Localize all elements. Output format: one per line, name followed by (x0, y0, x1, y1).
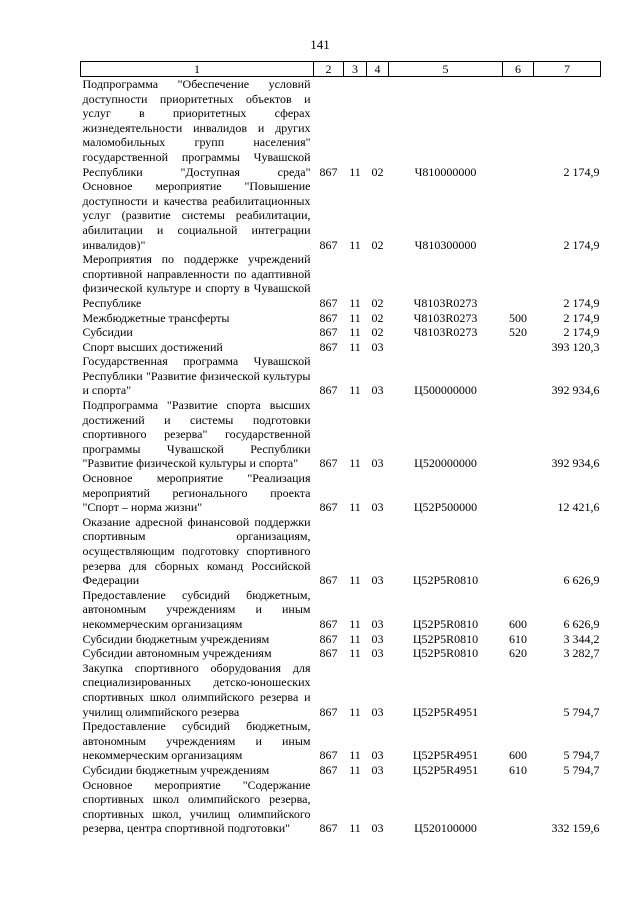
table-row (81, 398, 601, 471)
table-row (81, 632, 601, 647)
row-amount: 2 174,9 (563, 237, 600, 252)
row-ved-code: 867 (319, 456, 338, 471)
row-target-code: Ц52P5R4951 (412, 748, 479, 763)
row-ved-code: 867 (319, 237, 338, 252)
row-target-code: Ц52P500000 (413, 500, 478, 515)
row-expense-type (503, 471, 534, 515)
row-ved-code: 867 (319, 821, 338, 836)
row-section-code: 11 (349, 310, 361, 325)
row-section-code: 11 (349, 704, 361, 719)
row-expense-type: 520 (509, 325, 527, 340)
row-name-cell: Подпрограмма "Развитие спорта высших достижений и системы подготовки спортивного резерва" государственной программы Чувашской Республики "Развитие физической культуры и спорта" (82, 398, 311, 471)
row-name-cell: Предоставление субсидий бюджетным, автономным учреждениям и иным некоммерческим организациям (82, 719, 311, 763)
table-row (81, 325, 601, 340)
row-target-code (389, 340, 503, 355)
row-expense-type: 620 (509, 646, 527, 661)
table-row (81, 719, 601, 763)
row-expense-type (503, 354, 534, 398)
row-target-code: Ц52P5R0810 (412, 573, 479, 588)
row-amount: 392 934,6 (551, 383, 600, 398)
row-target-code: Ц500000000 (414, 383, 477, 398)
row-name-cell: Основное мероприятие "Реализация мероприятий регионального проекта "Спорт – норма жизни" (82, 471, 311, 515)
table-row (81, 252, 601, 310)
table-row (81, 661, 601, 719)
row-name-cell: Закупка спортивного оборудования для специализированных детско-юношеских спортивных школ олимпийского резерва и училищ олимпийского резерва (82, 660, 311, 719)
row-subsection-code: 03 (371, 573, 384, 588)
row-name-cell: Межбюджетные трансферты (82, 310, 230, 325)
table-row (81, 77, 601, 180)
row-ved-code: 867 (319, 383, 338, 398)
row-section-code: 11 (349, 383, 361, 398)
column-header: 5 (389, 62, 503, 77)
row-subsection-code: 03 (371, 339, 384, 354)
row-target-code: Ч8103R0273 (413, 295, 478, 310)
row-target-code: Ц52P5R0810 (412, 631, 479, 646)
row-section-code: 11 (349, 456, 361, 471)
row-amount: 3 344,2 (563, 631, 600, 646)
row-subsection-code: 02 (371, 237, 384, 252)
row-amount: 5 794,7 (563, 748, 600, 763)
row-name-cell: Государственная программа Чувашской Республики "Развитие физической культуры и спорта" (82, 354, 311, 398)
table-row (81, 763, 601, 778)
row-subsection-code: 03 (371, 456, 384, 471)
row-ved-code: 867 (319, 164, 338, 179)
row-ved-code: 867 (319, 748, 338, 763)
row-ved-code: 867 (319, 616, 338, 631)
row-expense-type (503, 179, 534, 252)
row-expense-type (503, 778, 534, 836)
row-name-cell: Субсидии бюджетным учреждениям (82, 762, 270, 777)
row-target-code: Ч8103R0273 (413, 325, 478, 340)
row-amount: 5 794,7 (563, 762, 600, 777)
row-name-cell: Предоставление субсидий бюджетным, автономным учреждениям и иным некоммерческим организациям (82, 587, 311, 631)
row-subsection-code: 02 (371, 295, 384, 310)
row-expense-type: 600 (509, 748, 527, 763)
row-section-code: 11 (349, 748, 361, 763)
row-subsection-code: 03 (371, 748, 384, 763)
column-header: 3 (344, 62, 367, 77)
table-row (81, 354, 601, 398)
row-subsection-code: 03 (371, 383, 384, 398)
row-amount: 2 174,9 (563, 295, 600, 310)
row-ved-code: 867 (319, 762, 338, 777)
row-section-code: 11 (349, 339, 361, 354)
table-row (81, 179, 601, 252)
row-name-cell: Субсидии автономным учреждениям (82, 646, 272, 661)
table-row (81, 646, 601, 661)
table-row (81, 778, 601, 836)
row-section-code: 11 (349, 762, 361, 777)
row-subsection-code: 03 (371, 704, 384, 719)
table-row (81, 588, 601, 632)
row-name-cell: Спорт высших достижений (82, 339, 223, 354)
row-amount: 6 626,9 (563, 616, 600, 631)
row-target-code: Ч810000000 (414, 164, 477, 179)
row-target-code: Ц52P5R0810 (412, 616, 479, 631)
row-subsection-code: 02 (371, 325, 384, 340)
row-expense-type (503, 252, 534, 310)
row-name-cell: Основное мероприятие "Повышение доступности и качества реабилитационных услуг (развитие системы реабилитации, абилитации и социальной интеграции инвалидов)" (82, 179, 311, 252)
row-subsection-code: 03 (371, 616, 384, 631)
table-row (81, 471, 601, 515)
row-section-code: 11 (349, 295, 361, 310)
page-number: 141 (310, 37, 330, 52)
row-amount: 2 174,9 (563, 310, 600, 325)
row-amount: 392 934,6 (551, 456, 600, 471)
row-expense-type (503, 515, 534, 588)
row-ved-code: 867 (319, 573, 338, 588)
row-target-code: Ч8103R0273 (413, 310, 478, 325)
table-body (81, 77, 601, 836)
row-ved-code: 867 (319, 631, 338, 646)
row-target-code: Ц52P5R4951 (412, 762, 479, 777)
row-name-cell: Основное мероприятие "Содержание спортивных школ олимпийского резерва, спортивных школ, училищ олимпийского резерва, центра спортивной подготовки" (82, 777, 311, 836)
row-ved-code: 867 (319, 295, 338, 310)
row-amount: 5 794,7 (563, 704, 600, 719)
row-expense-type: 610 (509, 631, 527, 646)
row-expense-type (503, 398, 534, 471)
row-section-code: 11 (349, 500, 361, 515)
column-number-header (81, 62, 601, 77)
column-header: 6 (503, 62, 534, 77)
table-row (81, 515, 601, 588)
row-ved-code: 867 (319, 310, 338, 325)
column-header: 7 (534, 62, 601, 77)
column-header: 4 (367, 62, 389, 77)
row-name-cell: Мероприятия по поддержке учреждений спортивной направленности по адаптивной физической культуре и спорту в Чувашской Республике (82, 252, 311, 310)
row-expense-type (503, 340, 534, 355)
row-ved-code: 867 (319, 500, 338, 515)
row-subsection-code: 02 (371, 164, 384, 179)
row-name-cell: Оказание адресной финансовой поддержки спортивным организациям, осуществляющим подготовку спортивного резерва для сборных команд Российской Федерации (82, 514, 311, 588)
row-amount: 2 174,9 (563, 164, 600, 179)
row-subsection-code: 03 (371, 631, 384, 646)
row-expense-type: 500 (509, 310, 527, 325)
row-ved-code: 867 (319, 339, 338, 354)
row-name-cell: Субсидии (82, 325, 133, 340)
row-amount: 6 626,9 (563, 573, 600, 588)
row-target-code: Ц520000000 (414, 456, 477, 471)
row-target-code: Ц520100000 (414, 821, 477, 836)
row-amount: 2 174,9 (563, 325, 600, 340)
row-subsection-code: 03 (371, 500, 384, 515)
row-section-code: 11 (349, 616, 361, 631)
row-subsection-code: 03 (371, 646, 384, 661)
row-section-code: 11 (349, 164, 361, 179)
budget-table (80, 61, 601, 836)
row-section-code: 11 (349, 325, 361, 340)
row-section-code: 11 (349, 821, 361, 836)
row-ved-code: 867 (319, 646, 338, 661)
row-expense-type (503, 77, 534, 180)
table-row (81, 340, 601, 355)
row-ved-code: 867 (319, 325, 338, 340)
row-ved-code: 867 (319, 704, 338, 719)
row-name-cell: Субсидии бюджетным учреждениям (82, 631, 270, 646)
row-amount: 12 421,6 (557, 500, 600, 515)
row-amount: 393 120,3 (551, 339, 600, 354)
row-subsection-code: 03 (371, 821, 384, 836)
row-target-code: Ц52P5R0810 (412, 646, 479, 661)
row-target-code: Ч810300000 (414, 237, 477, 252)
row-expense-type: 600 (509, 616, 527, 631)
column-header: 2 (314, 62, 344, 77)
row-section-code: 11 (349, 237, 361, 252)
row-amount: 3 282,7 (563, 646, 600, 661)
row-target-code: Ц52P5R4951 (412, 704, 479, 719)
column-header: 1 (81, 62, 314, 77)
row-expense-type (503, 661, 534, 719)
row-amount: 332 159,6 (551, 821, 600, 836)
table-row (81, 311, 601, 326)
row-expense-type: 610 (509, 762, 527, 777)
row-subsection-code: 02 (371, 310, 384, 325)
row-subsection-code: 03 (371, 762, 384, 777)
row-section-code: 11 (349, 573, 361, 588)
row-name-cell: Подпрограмма "Обеспечение условий доступности приоритетных объектов и услуг в приоритетных сферах жизнедеятельности инвалидов и других маломобильных групп населения" государственной программы Чувашской Республики "Доступная среда" (82, 77, 311, 179)
row-section-code: 11 (349, 646, 361, 661)
row-section-code: 11 (349, 631, 361, 646)
